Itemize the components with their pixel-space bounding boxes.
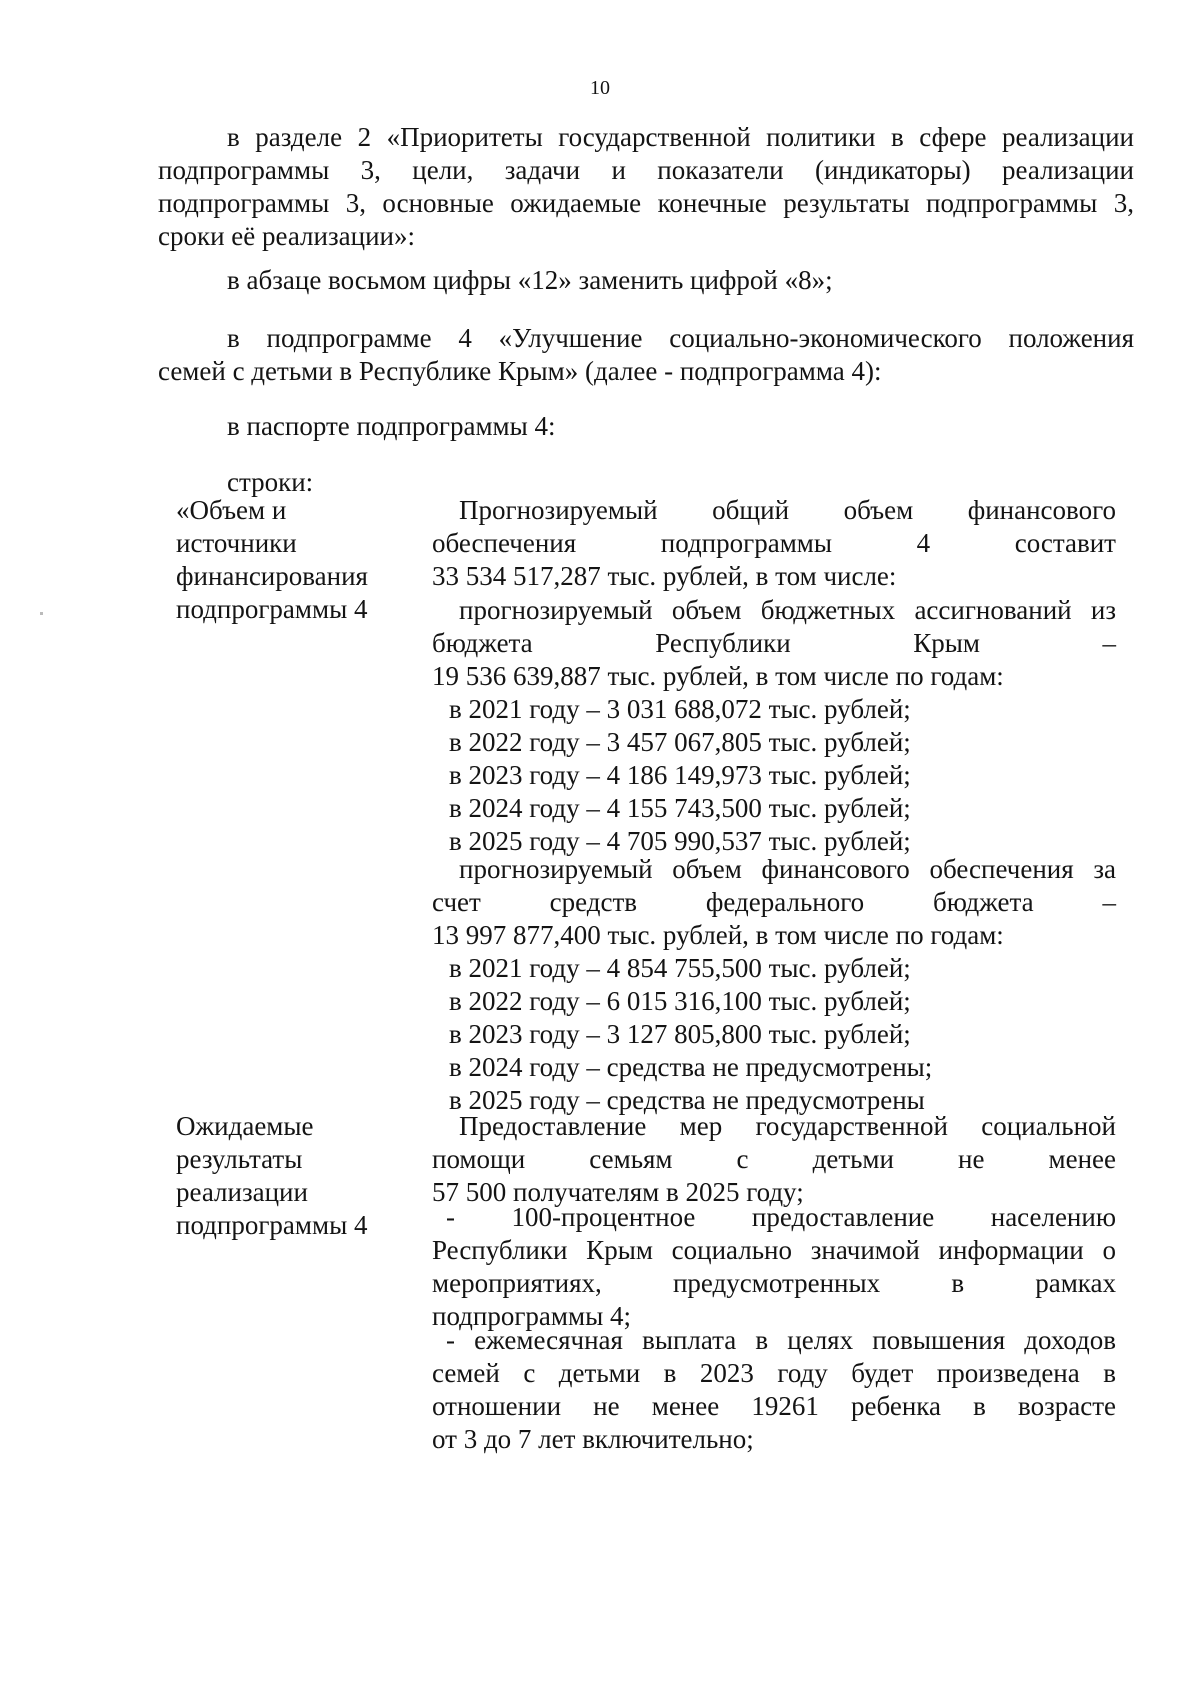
year-line: в 2021 году – 4 854 755,500 тыс. рублей; [449, 953, 911, 983]
text-line: сроки её реализации»: [158, 221, 415, 251]
scan-speck [40, 612, 43, 615]
text-line: подпрограммы 3, цели, задачи и показатели (индикаторы) реализации [158, 155, 1134, 185]
year-line: в 2025 году – средства не предусмотрены [449, 1085, 925, 1115]
text-line: - 100-процентное предоставление населению [446, 1202, 1116, 1232]
year-line: в 2021 году – 3 031 688,072 тыс. рублей; [449, 694, 911, 724]
paragraph-subprogram-4 [158, 322, 1134, 388]
label-line: Ожидаемые [176, 1111, 314, 1141]
label-line: реализации [176, 1177, 308, 1207]
text-line: подпрограммы 4; [432, 1301, 631, 1331]
financing-total-block [432, 494, 1116, 593]
year-line: в 2023 году – 4 186 149,973 тыс. рублей; [449, 760, 911, 790]
page-number: 10 [590, 77, 610, 99]
label-line: «Объем и [176, 495, 287, 525]
label-line: финансирования [176, 561, 368, 591]
text-line: 19 536 639,887 тыс. рублей, в том числе по годам: [432, 661, 1004, 691]
text-line: мероприятиях, предусмотренных в рамках [432, 1268, 1116, 1298]
text-line: семей с детьми в 2023 году будет произведена в [432, 1358, 1116, 1388]
text-line: прогнозируемый объем финансового обеспечения за [459, 854, 1116, 884]
text-line: - ежемесячная выплата в целях повышения доходов [446, 1325, 1116, 1355]
text-line: бюджета Республики Крым – [432, 628, 1116, 658]
text-line: прогнозируемый объем бюджетных ассигнований из [459, 595, 1116, 625]
text-line: подпрограммы 3, основные ожидаемые конечные результаты подпрограммы 3, [158, 188, 1134, 218]
year-line: в 2025 году – 4 705 990,537 тыс. рублей; [449, 826, 911, 856]
text-line: Предоставление мер государственной социальной [459, 1111, 1116, 1141]
row-label-expected-results [176, 1110, 416, 1242]
results-information [432, 1201, 1116, 1333]
label-line: источники [176, 528, 297, 558]
row-label-financing [176, 494, 416, 626]
label-line: подпрограммы 4 [176, 1210, 368, 1240]
text-line: обеспечения подпрограммы 4 составит [432, 528, 1116, 558]
year-line: в 2024 году – 4 155 743,500 тыс. рублей; [449, 793, 911, 823]
year-line: в 2024 году – средства не предусмотрены; [449, 1052, 933, 1082]
regional-budget-block [432, 594, 1116, 858]
text-line: отношении не менее 19261 ребенка в возрасте [432, 1391, 1116, 1421]
paragraph-section-2-reference [158, 121, 1134, 253]
results-monthly-payment [432, 1324, 1116, 1456]
paragraph-replace-digits [158, 264, 1134, 297]
text-line: счет средств федерального бюджета – [432, 887, 1116, 917]
text-line: Прогнозируемый общий объем финансового [459, 495, 1116, 525]
year-line: в 2022 году – 3 457 067,805 тыс. рублей; [449, 727, 911, 757]
year-line: в 2022 году – 6 015 316,100 тыс. рублей; [449, 986, 911, 1016]
paragraph-passport [158, 410, 1134, 443]
year-line: в 2023 году – 3 127 805,800 тыс. рублей; [449, 1019, 911, 1049]
text-line: от 3 до 7 лет включительно; [432, 1424, 754, 1454]
text-line: 33 534 517,287 тыс. рублей, в том числе: [432, 561, 897, 591]
text-line: Республики Крым социально значимой информации о [432, 1235, 1116, 1265]
text-line: в подпрограмме 4 «Улучшение социально-экономического положения [227, 323, 1134, 353]
label-line: подпрограммы 4 [176, 594, 368, 624]
text-line: семей с детьми в Республике Крым» (далее - подпрограмма 4): [158, 356, 882, 386]
text-line: в разделе 2 «Приоритеты государственной политики в сфере реализации [227, 122, 1134, 152]
text-line: строки: [227, 467, 314, 497]
label-line: результаты [176, 1144, 303, 1174]
text-line: в абзаце восьмом цифры «12» заменить цифрой «8»; [227, 265, 833, 295]
text-line: помощи семьям с детьми не менее [432, 1144, 1116, 1174]
text-line: в паспорте подпрограммы 4: [227, 411, 556, 441]
text-line: 57 500 получателям в 2025 году; [432, 1177, 804, 1207]
results-social-assistance [432, 1110, 1116, 1209]
text-line: 13 997 877,400 тыс. рублей, в том числе по годам: [432, 920, 1004, 950]
federal-budget-block [432, 853, 1116, 1117]
